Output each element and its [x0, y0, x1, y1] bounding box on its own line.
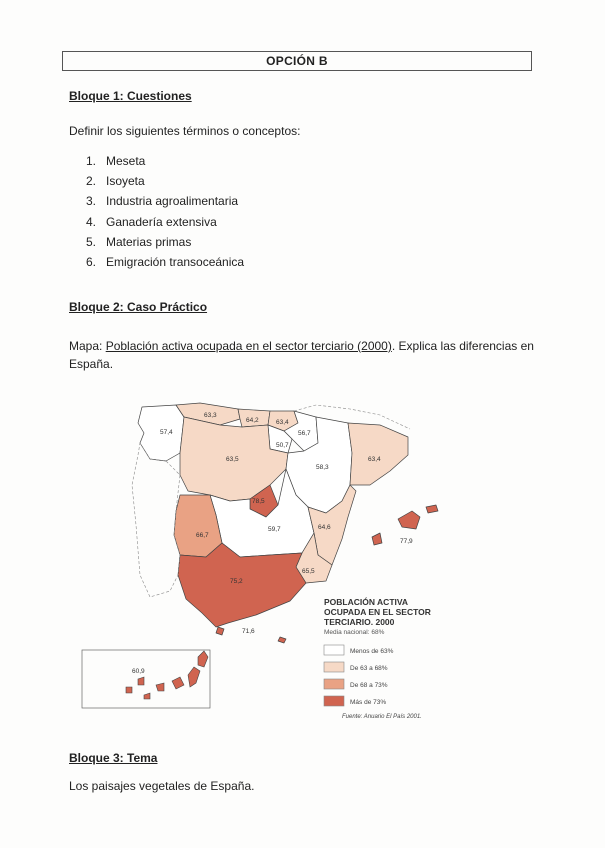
legend-label-1: Menos de 63%: [350, 648, 394, 655]
label-murcia: 65,5: [302, 568, 315, 575]
legend-swatch-4: [324, 696, 344, 706]
region-cataluna: [348, 423, 408, 485]
label-paisvasco: 63,4: [276, 419, 289, 426]
label-extremadura: 66,7: [196, 532, 209, 539]
legend-subtitle: Media nacional: 68%: [324, 629, 385, 636]
label-madrid: 78,5: [252, 498, 265, 505]
bloque3-text: Los paisajes vegetales de España.: [69, 779, 255, 793]
label-navarra: 56,7: [298, 430, 311, 437]
list-item: 5. Materias primas: [86, 234, 192, 249]
label-andalucia: 75,2: [230, 578, 243, 585]
map-description: Mapa: Población activa ocupada en el sector terciario (2000). Explica las diferencias en España.: [69, 339, 534, 371]
label-ceutamelilla: 71,6: [242, 628, 255, 635]
label-baleares: 77,9: [400, 538, 413, 545]
map-source: Fuente: Anuario El País 2001.: [342, 714, 422, 720]
label-rioja: 50,7: [276, 442, 289, 449]
list-item: 3. Industria agroalimentaria: [86, 194, 239, 209]
label-aragon: 58,3: [316, 464, 329, 471]
legend-label-3: De 68 a 73%: [350, 682, 388, 689]
portugal-outline: [132, 443, 180, 597]
region-ceuta: [216, 627, 224, 635]
option-title: OPCIÓN B: [62, 51, 532, 71]
spain-map: [80, 395, 465, 735]
bloque2-heading: Bloque 2: Caso Práctico: [69, 300, 208, 314]
list-item: 6. Emigración transoceánica: [86, 254, 245, 269]
label-cantabria: 64,2: [246, 417, 259, 424]
bloque1-intro: Definir los siguientes términos o conceptos:: [69, 124, 301, 138]
label-cataluna: 63,4: [368, 456, 381, 463]
legend-title-1: POBLACIÓN ACTIVA: [324, 597, 409, 607]
bloque1-heading: Bloque 1: Cuestiones: [69, 89, 192, 103]
terms-list: [86, 151, 244, 272]
label-castillamancha: 59,7: [268, 526, 281, 533]
legend-title-2: OCUPADA EN EL SECTOR: [324, 607, 431, 617]
bloque3-heading: Bloque 3: Tema: [69, 751, 158, 765]
map-title: Población activa ocupada en el sector terciario (2000): [105, 339, 392, 353]
legend-swatch-2: [324, 662, 344, 672]
label-castillaleon: 63,5: [226, 456, 239, 463]
canarias-islands: [126, 651, 208, 699]
region-melilla: [278, 637, 286, 643]
label-asturias: 63,3: [204, 412, 217, 419]
label-galicia: 57,4: [160, 429, 173, 436]
list-item: 1. Meseta: [86, 154, 146, 168]
region-baleares-ibiza: [372, 533, 382, 545]
list-item: 2. Isoyeta: [86, 174, 145, 189]
legend-label-2: De 63 a 68%: [350, 665, 388, 672]
region-baleares-menorca: [426, 505, 438, 513]
legend-label-4: Más de 73%: [350, 699, 387, 706]
legend-swatches: [324, 645, 344, 706]
legend-swatch-3: [324, 679, 344, 689]
region-baleares: [398, 511, 420, 529]
label-canarias: 60,9: [132, 668, 145, 675]
legend-swatch-1: [324, 645, 344, 655]
list-item: 4. Ganadería extensiva: [86, 214, 217, 229]
legend-title-3: TERCIARIO. 2000: [324, 617, 395, 627]
label-valencia: 64,6: [318, 524, 331, 531]
